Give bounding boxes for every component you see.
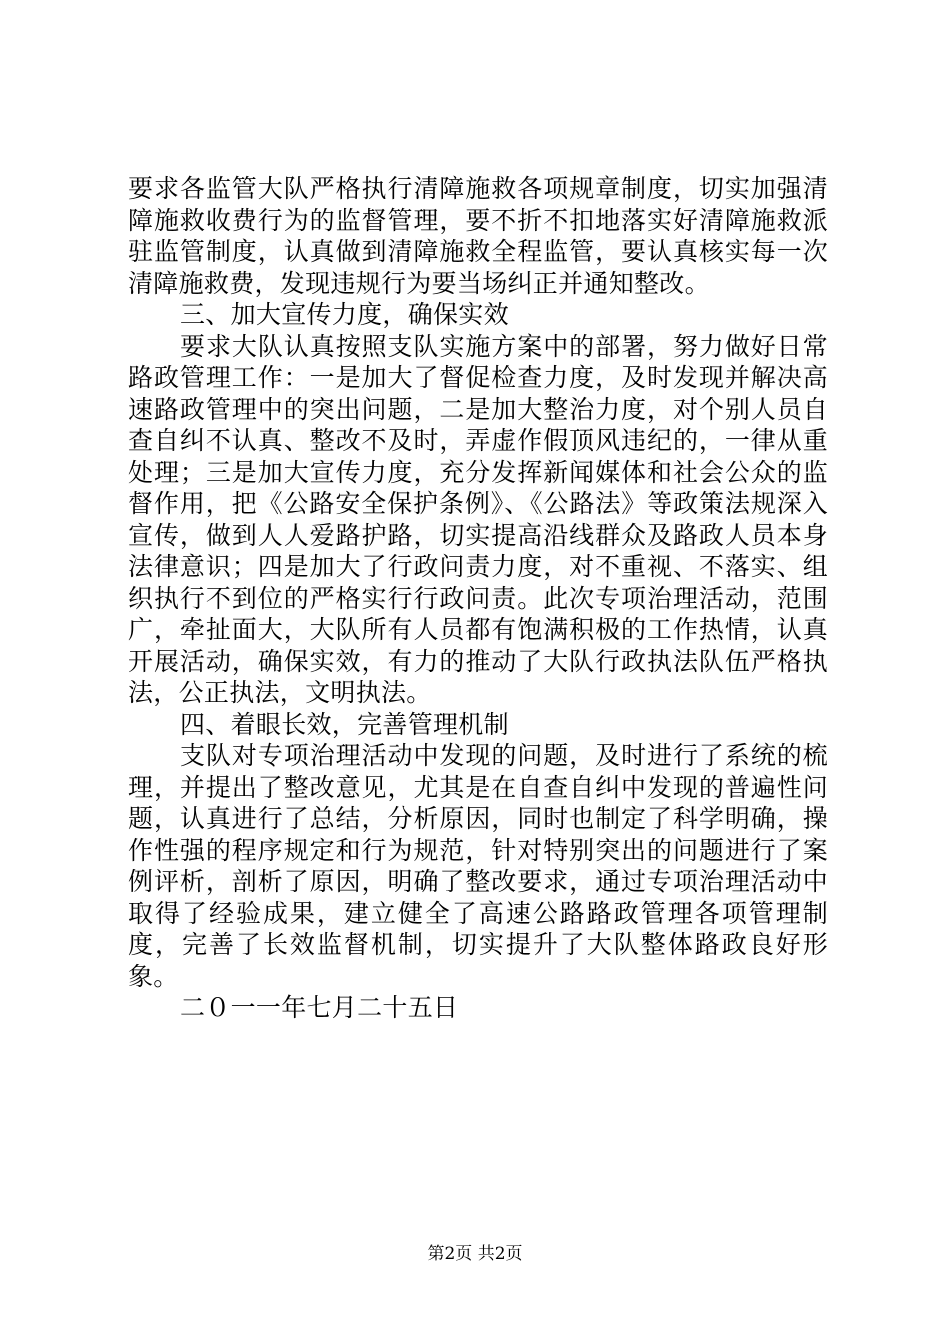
- page-number-footer: 第2页 共2页: [427, 1244, 523, 1264]
- document-body: [128, 173, 828, 1024]
- paragraph-mechanism: 支队对专项治理活动中发现的问题，及时进行了系统的梳理，并提出了整改意见，尤其是在自查自纠中发现的普遍性问题，认真进行了总结，分析原因，同时也制定了科学明确，操作性强的程序规定和行为规范，针对特别突出的问题进行了案例评析，剖析了原因，明确了整改要求，通过专项治理活动中取得了经验成果，建立健全了高速公路路政管理各项管理制度，完善了长效监督机制，切实提升了大队整体路政良好形象。: [128, 741, 828, 991]
- section-heading-4: 四、着眼长效，完善管理机制: [180, 709, 509, 739]
- paragraph-publicity: 要求大队认真按照支队实施方案中的部署，努力做好日常路政管理工作：一是加大了督促检查力度，及时发现并解决高速路政管理中的突出问题，二是加大整治力度，对个别人员自查自纠不认真、整改不及时，弄虚作假顶风违纪的，一律从重处理；三是加大宣传力度，充分发挥新闻媒体和社会公众的监督作用，把《公路安全保护条例》、《公路法》等政策法规深入宣传，做到人人爱路护路，切实提高沿线群众及路政人员本身法律意识；四是加大了行政问责力度，对不重视、不落实、组织执行不到位的严格实行行政问责。此次专项治理活动，范围广，牵扯面大，大队所有人员都有饱满积极的工作热情，认真开展活动，确保实效，有力的推动了大队行政执法队伍严格执法，公正执法，文明执法。: [128, 331, 828, 707]
- paragraph-supervision: 要求各监管大队严格执行清障施救各项规章制度，切实加强清障施救收费行为的监督管理，要不折不扣地落实好清障施救派驻监管制度，认真做到清障施救全程监管，要认真核实每一次清障施救费，发现违规行为要当场纠正并通知整改。: [128, 174, 828, 298]
- section-heading-3: 三、加大宣传力度，确保实效: [180, 300, 509, 329]
- document-date: 二０一一年七月二十五日: [180, 993, 459, 1022]
